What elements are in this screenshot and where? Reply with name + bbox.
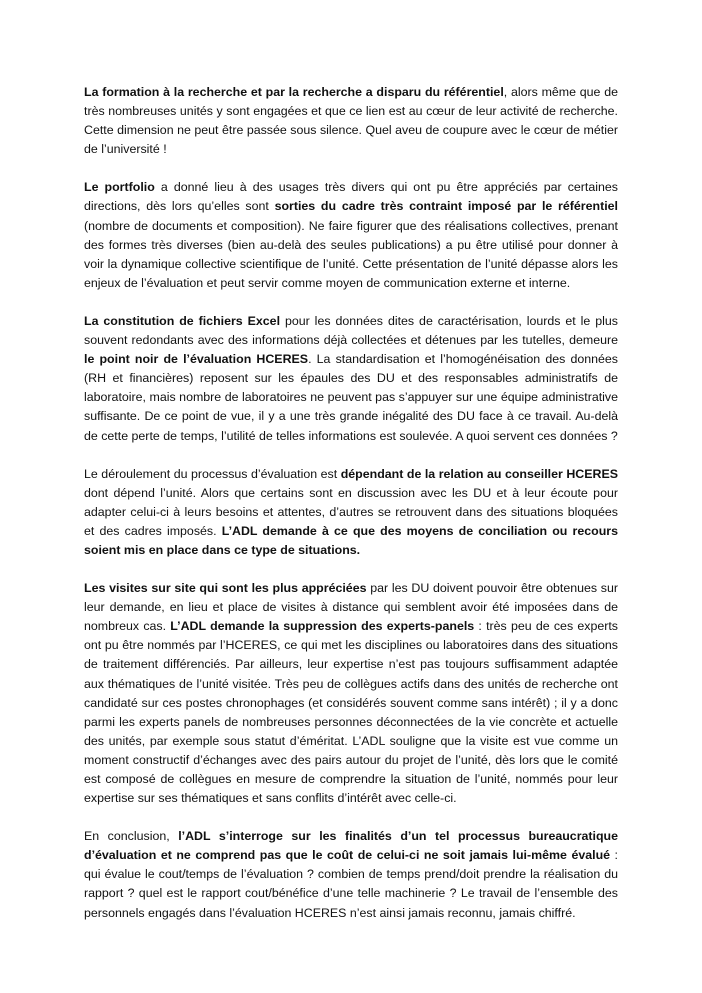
emphasis-text: Les visites sur site qui sont les plus appréciées — [84, 581, 367, 596]
body-text: . La standardisation et l’homogénéisation des données (RH et financières) reposent sur les épaules des DU et des responsables administratifs de laboratoire, mais nombre de laboratoires ne peuvent pas s’appuyer sur une équipe administrative suffisante. De ce point de vue, il y a une très grande inégalité des DU face à ce travail. Au-delà de cette perte de temps, l’utilité de telles informations est soulevée. A quoi servent ces données ? — [84, 352, 618, 443]
body-text: pour les données dites de caractérisation, lourds et le plus souvent redondants avec des informations déjà collectées et détenues par les tutelles, demeure — [84, 313, 618, 348]
document-page — [84, 83, 618, 942]
body-text: : très peu de ces experts ont pu être nommés par l’HCERES, ce qui met les disciplines ou laboratoires dans des situations de traitement différenciés. Par ailleurs, leur expertise n’est pas toujours suffisamment adaptée aux thématiques de l’unité visitée. Très peu de collègues actifs dans des unités de recherche ont candidaté sur ces postes chronophages (et considérés souvent comme sans intérêt) ; il y a donc parmi les experts panels de nombreuses personnes déconnectées de la vie concrète et actuelle des unités, par exemple sous statut d’éméritat. L’ADL souligne que la visite est vue comme un moment constructif d’échanges avec des pairs autour du projet de l’unité, dès lors que le comité est composé de collègues en mesure de comprendre la situation de l’unité, nommés pour leur expertise sur ses thématiques et sans conflits d’intérêt avec celle-ci. — [84, 619, 618, 806]
paragraph-portfolio — [84, 178, 618, 293]
emphasis-text: Le portfolio — [84, 180, 155, 195]
emphasis-text: L’ADL demande la suppression des experts-panels — [170, 619, 475, 634]
body-text: , alors même que de très nombreuses unités y sont engagées et que ce lien est au cœur de leur activité de recherche. Cette dimension ne peut être passée sous silence. Quel aveu de coupure avec le cœur de métier de l’université ! — [84, 85, 618, 157]
paragraph-excel — [84, 312, 618, 446]
emphasis-text: l’ADL s’interroge sur les finalités d’un tel processus bureaucratique d’évaluation et ne comprend pas que le coût de celui-ci ne soit jamais lui-même évalué — [84, 829, 618, 863]
body-text: dont dépend l’unité. Alors que certains sont en discussion avec les DU et à leur écoute pour adapter celui-ci à leurs besoins et attentes, d’autres se retrouvent dans des situations bloquées et des cadres imposés. — [84, 485, 618, 538]
paragraph-conseiller — [84, 465, 618, 560]
emphasis-text: L’ADL demande à ce que des moyens de conciliation ou recours soient mis en place dans ce type de situations. — [84, 523, 618, 557]
body-text: a donné lieu à des usages très divers qui ont pu être appréciés par certaines directions, dès lors qu’elles sont — [84, 180, 618, 214]
paragraph-formation — [84, 83, 618, 159]
body-text: En conclusion, — [84, 829, 179, 844]
emphasis-text: La constitution de fichiers Excel — [84, 313, 281, 328]
body-text: (nombre de documents et composition). Ne faire figurer que des réalisations collectives, prenant des formes très diverses (bien au-delà des seules publications) a pu être utilisé pour donner à voir la dynamique collective scientifique de l’unité. Cette présentation de l’unité dépasse alors les enjeux de l’évaluation et peut servir comme moyen de communication externe et interne. — [84, 218, 618, 290]
emphasis-text: le point noir de l’évaluation HCERES — [84, 352, 309, 367]
paragraph-conclusion — [84, 827, 618, 922]
body-text: par les DU doivent pouvoir être obtenues sur leur demande, en lieu et place de visites à distance qui semblent avoir été imposées dans de nombreux cas. — [84, 581, 619, 634]
body-text: Le déroulement du processus d’évaluation est — [84, 466, 341, 481]
emphasis-text: La formation à la recherche et par la recherche a disparu du référentiel — [84, 85, 504, 99]
body-text: : qui évalue le cout/temps de l’évaluation ? combien de temps prend/doit prendre la réalisation du rapport ? quel est le rapport cout/bénéfice d’une telle machinerie ? Le travail de l’ensemble des personnels engagés dans l’évaluation HCERES n’est ainsi jamais reconnu, jamais chiffré. — [84, 848, 618, 920]
emphasis-text: sorties du cadre très contraint imposé par le référentiel — [274, 199, 618, 214]
emphasis-text: dépendant de la relation au conseiller HCERES — [340, 466, 618, 481]
paragraph-visites — [84, 579, 618, 808]
